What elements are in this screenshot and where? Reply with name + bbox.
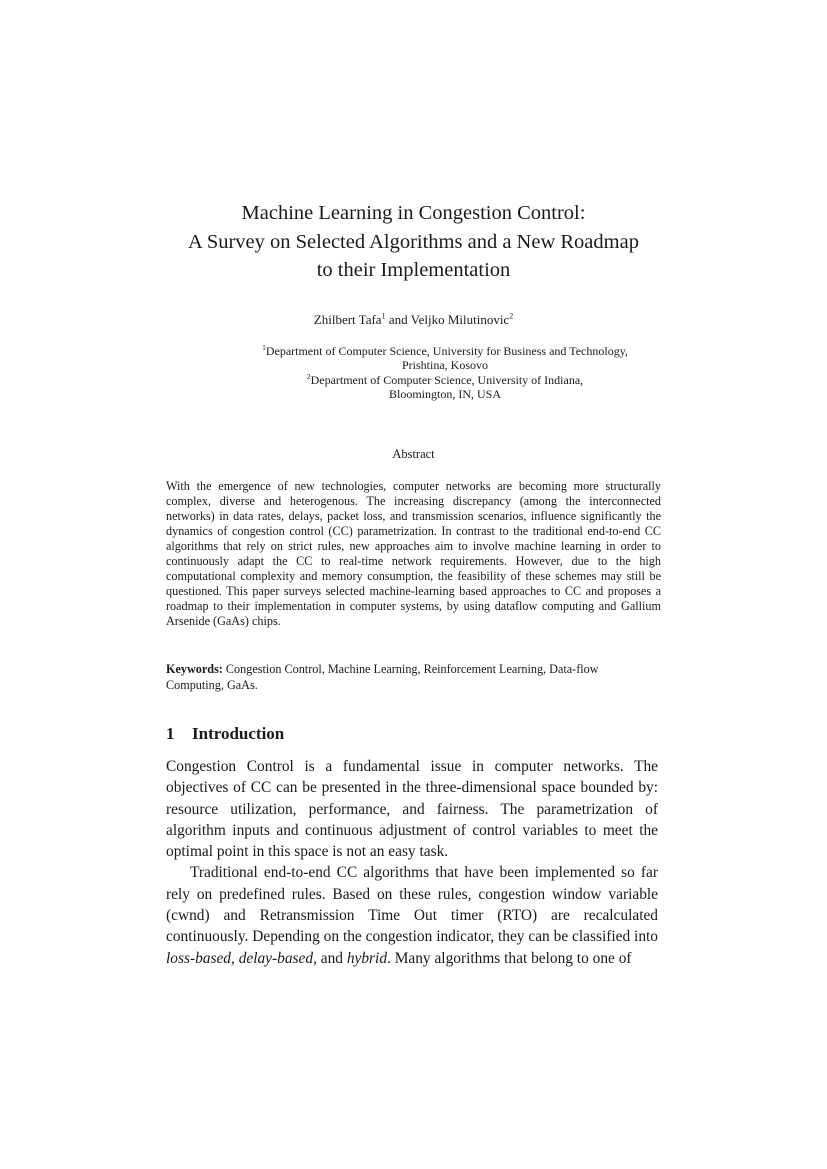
title-line-1: Machine Learning in Congestion Control: [241,202,586,224]
paragraph [166,862,658,968]
affiliation-mark: 1 [262,343,266,352]
section-number: 1 [166,724,175,743]
emphasis-term: delay-based [238,949,314,967]
affiliation-text: Department of Computer Science, University for Business and Technology, [265,344,628,358]
affiliation-line: Bloomington, IN, USA [388,387,501,402]
abstract-heading: Abstract [392,447,435,461]
keywords [166,662,636,693]
affiliation-line [250,344,640,358]
section-title: Introduction [192,724,285,743]
paragraph-text: . Many algorithms that belong to one of [387,949,632,967]
author-name: Veljko Milutinovic [410,312,510,327]
introduction-body [166,756,658,969]
section-heading [166,723,284,745]
keywords-text: Congestion Control, Machine Learning, Reinforcement Learning, Data-flow Computing, GaAs. [166,662,602,692]
paper-title [100,199,727,285]
title-line-2: A Survey on Selected Algorithms and a New Roadmap [188,230,639,253]
paragraph: Congestion Control is a fundamental issue in computer networks. The objectives of CC can be presented in the three-dimensional space bounded by: resource utilization, performance, and fairness. The parametrization of algorithm inputs and continuous adjustment of control variables to meet the optimal point in this space is not an easy task. [166,758,658,861]
emphasis-term: loss-based [166,949,231,967]
emphasis-term: hybrid [346,949,388,967]
abstract-text: With the emergence of new technologies, computer networks are becoming more structurally complex, diverse and heterogenous. The increasing discrepancy (among the interconnected networks) in data rates, delays, packet loss, and transmission scenarios, influence significantly the dynamics of congestion control (CC) parametrization. In contrast to the traditional end-to-end CC algorithms that rely on strict rules, new approaches aim to involve machine learning in order to continuously adapt the CC to real-time network requirements. However, due to the high computational complexity and memory consumption, the feasibility of these schemes may still be questioned. This paper surveys selected machine-learning based approaches to CC and proposes a roadmap to their implementation in computer systems, by using dataflow computing and Gallium Arsenide (GaAs) chips. [166,479,661,628]
author-affiliation-mark: 2 [509,311,514,321]
affiliation-line [250,373,640,387]
paragraph-text: , [230,949,239,967]
keywords-label: Keywords: [166,662,223,676]
paragraph-text: , and [313,949,347,967]
paragraph-text: Traditional end-to-end CC algorithms that have been implemented so far rely on predefined rules. Based on these rules, congestion window variable (cwnd) and Retransmission Time Out timer (RTO) are recalculated continuously. Depending on the congestion indicator, they can be classified into [166,864,658,946]
affiliation-line: Prishtina, Kosovo [401,358,488,373]
affiliation-text: Department of Computer Science, University of Indiana, [310,372,584,387]
author-affiliation-mark: 1 [381,311,386,321]
author-name: Zhilbert Tafa [313,312,382,327]
title-line-3: to their Implementation [316,259,511,281]
affiliation-mark: 2 [306,371,311,381]
author-list [0,312,827,328]
affiliations [250,344,640,402]
author-connector: and [385,312,411,327]
